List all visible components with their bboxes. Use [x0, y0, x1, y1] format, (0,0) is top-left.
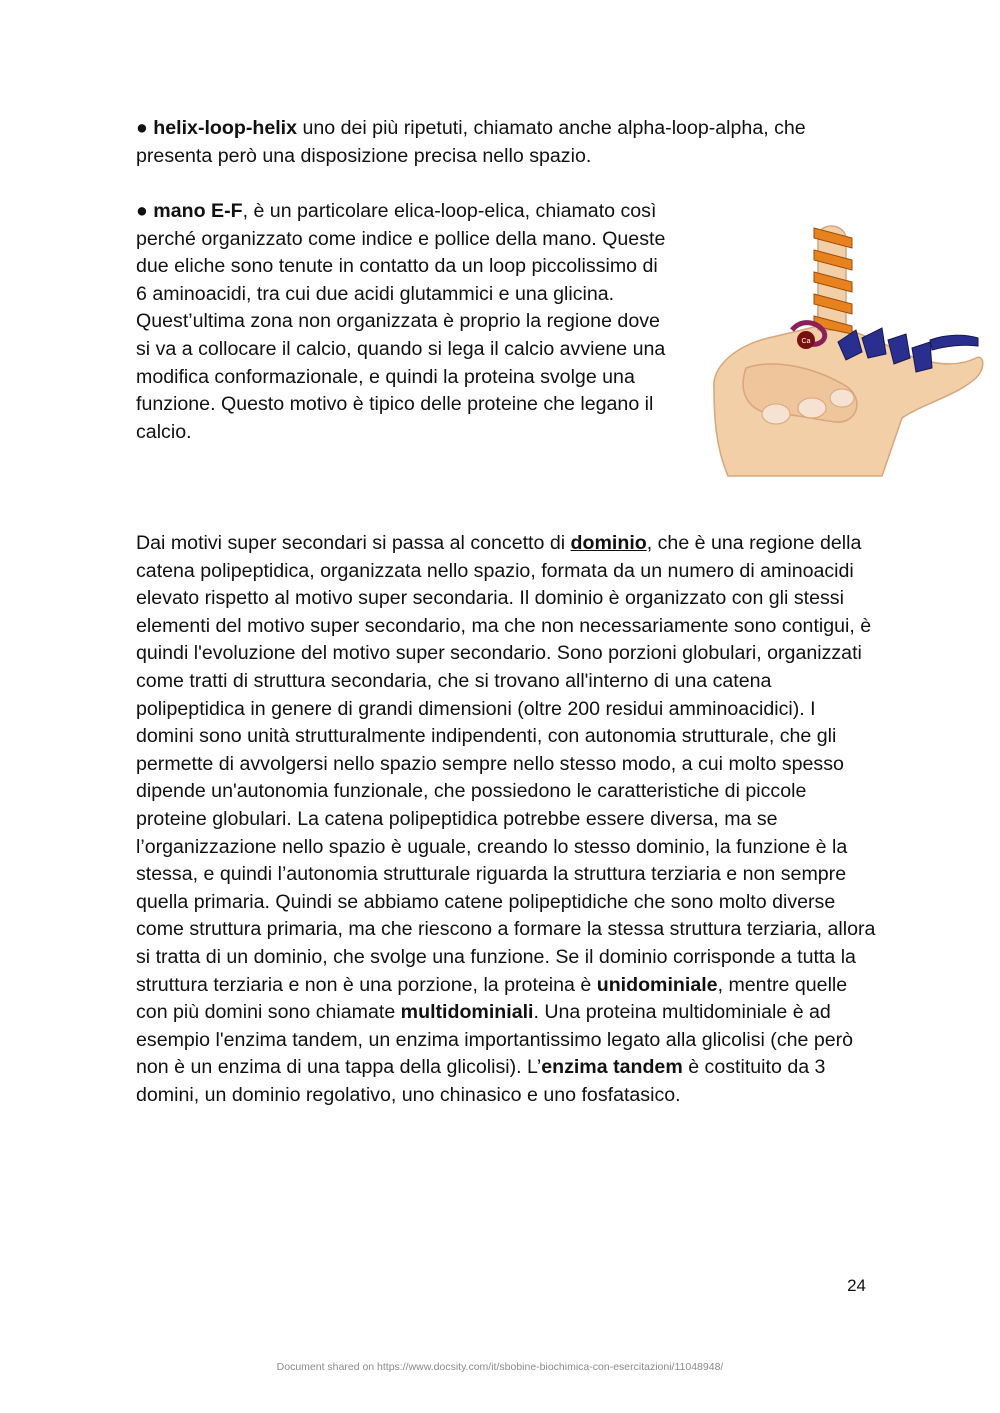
calcium-label: Ca — [801, 338, 811, 345]
dominio-text: , mentre quelle con più domini sono chiamate — [136, 973, 848, 1024]
dominio-text: Dai motivi super secondari si passa al concetto di — [136, 532, 571, 554]
fingernail — [830, 389, 854, 407]
term-mano-ef: mano E-F — [153, 200, 243, 222]
bullet: ● — [136, 200, 148, 222]
dominio-text: , che è una regione della catena polipeptidica, organizzata nello spazio, formata da un numero di aminoacidi elevato rispetto al motivo super secondaria. Il dominio è organizzato con gli stessi elementi del motivo super secondario, ma che non necessariamente sono contigui, è quindi l'evoluzione del motivo super secondario. Sono porzioni globulari, organizzati come tratti di struttura secondaria, che si trovano all'interno di una catena polipeptidica in genere di grandi dimensioni (oltre 200 residui amminoacidici). I domini sono unità strutturalmente indipendenti, con autonomia strutturale, che gli permette di avvolgersi nello spazio sempre nello stesso modo, a cui molto spesso dipende un'autonomia funzionale, che possiedono le caratteristiche di piccole proteine globulari. La catena polipeptidica potrebbe essere diversa, ma se l’organizzazione nello spazio è uguale, creando lo stesso dominio, la funzione è la stessa, e quindi l’autonomia strutturale riguarda la struttura terziaria e non sempre quella primaria. Quindi se abbiamo catene polipeptidiche che sono molto diverse come struttura primaria, ma che riescono a formare la stessa struttura terziaria, allora si tratta di un dominio, che svolge una funzione. Se il dominio corrisponde a tutta la struttura terziaria e non è una porzione, la proteina è — [136, 532, 876, 996]
term-unidominiale: unidominiale — [596, 973, 718, 996]
fingernail — [762, 404, 790, 424]
ef-hand-figure — [706, 218, 984, 480]
page-number: 24 — [847, 1276, 866, 1295]
dominio-text: è costituito da 3 domini, un dominio regolativo, uno chinasico e uno fosfatasico. — [136, 1056, 826, 1106]
bullet: ● — [136, 117, 148, 139]
paragraph-helix-loop-helix — [136, 115, 876, 170]
term-dominio: dominio — [570, 532, 647, 554]
fingernail — [798, 398, 826, 418]
term-helix-loop-helix: helix-loop-helix — [153, 117, 297, 139]
dominio-text: . Una proteina multidominiale è ad esempio l'enzima tandem, un enzima importantissimo legato alla glicolisi (che però non è un enzima di una tappa della glicolisi). L’ — [136, 1001, 854, 1079]
paragraph-mano-ef — [136, 198, 666, 446]
helix-text: uno dei più ripetuti, chiamato anche alpha-loop-alpha, che presenta però una disposizione precisa nello spazio. — [136, 117, 806, 167]
ef-text: , è un particolare elica-loop-elica, chiamato così perché organizzato come indice e pollice della mano. Queste due eliche sono tenute in contatto da un loop piccolissimo di 6 aminoacidi, tra cui due acidi glutammici e una glicina. Quest’ultima zona non organizzata è proprio la regione dove si va a collocare il calcio, quando si lega il calcio avviene una modifica conformazionale, e quindi la proteina svolge una funzione. Questo motivo è tipico delle proteine che legano il calcio. — [136, 200, 666, 443]
footer-source: Document shared on https://www.docsity.com/it/sbobine-biochimica-con-esercitazioni/11048948/ — [276, 1361, 724, 1373]
term-multidominiali: multidominiali — [400, 1001, 534, 1024]
paragraph-dominio — [136, 530, 876, 1109]
term-enzima-tandem: enzima tandem — [541, 1056, 683, 1079]
